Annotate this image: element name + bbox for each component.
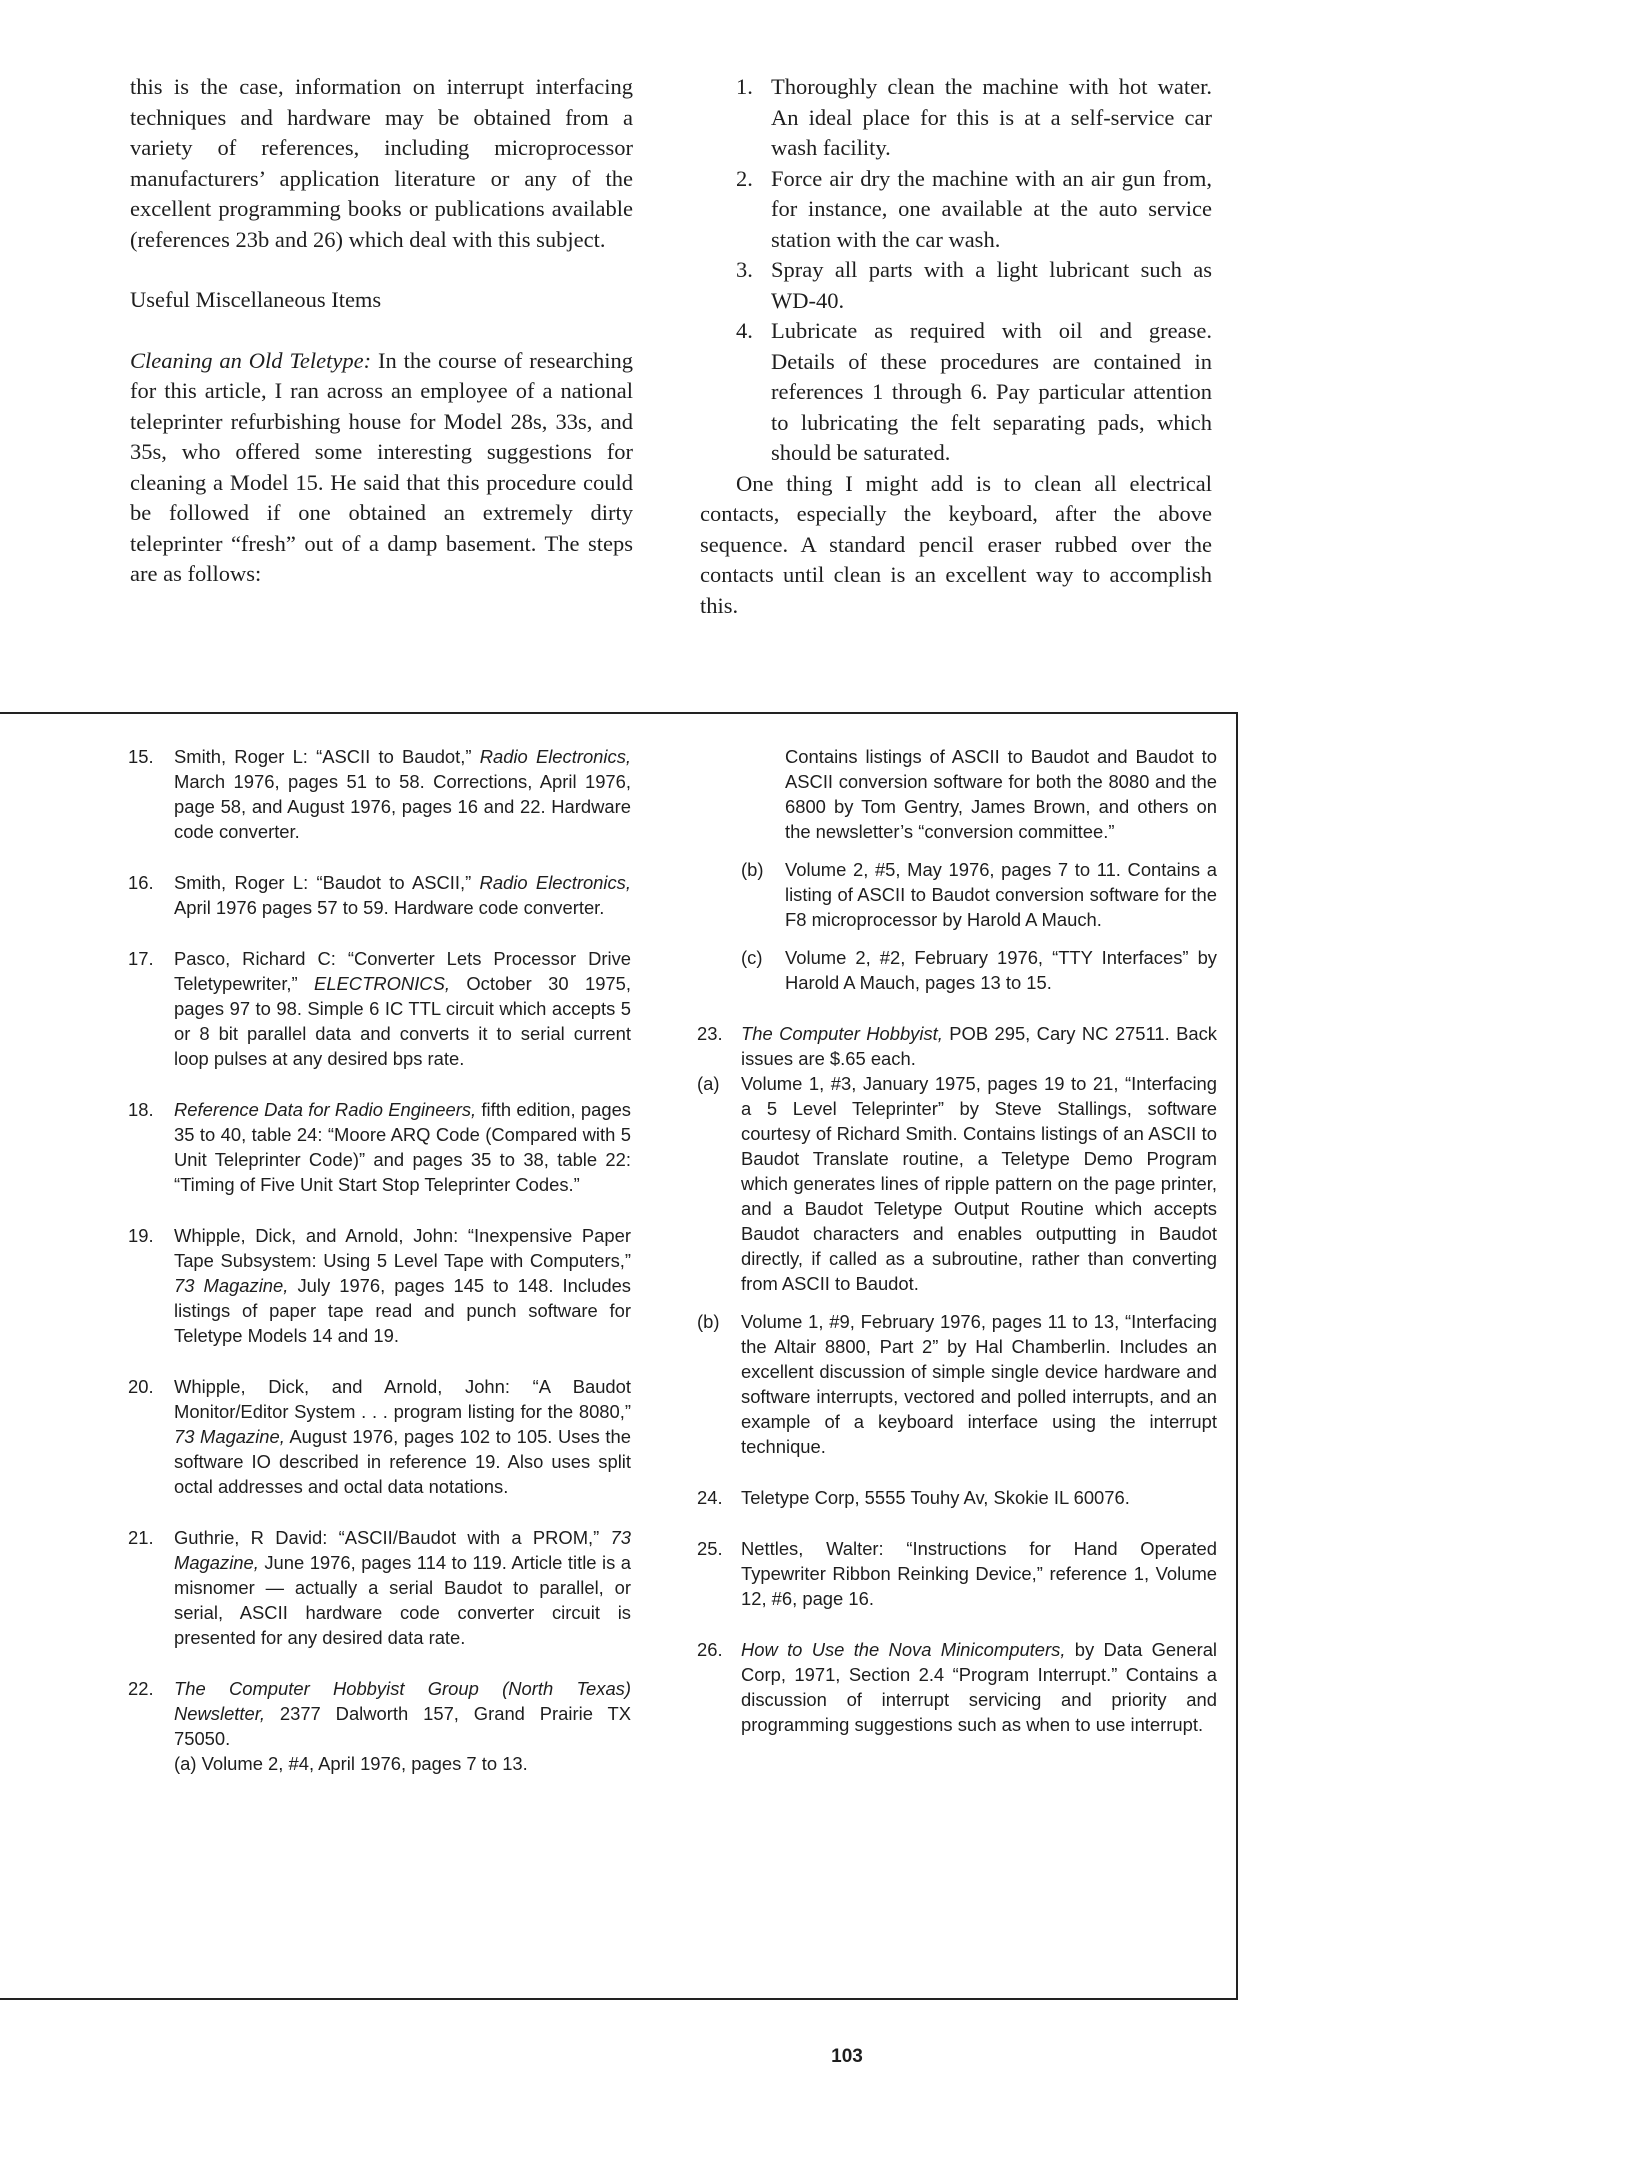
reference-text: Guthrie, R David: “ASCII/Baudot with a PROM,” (174, 1527, 611, 1548)
step-text: Lubricate as required with oil and grease. Details of these procedures are contained in references 1 through 6. Pay particular attention to lubricating the felt separating pads, which should be saturated. (771, 318, 1212, 465)
reference-18 (128, 1097, 631, 1197)
reference-number: 19. (128, 1225, 154, 1246)
step-item (700, 164, 1212, 256)
reference-italic: 73 Magazine, (174, 1426, 285, 1447)
reference-text: Pasco, Richard C: “Converter Lets Processor Drive Teletypewriter,” (174, 948, 631, 994)
reference-number: 24. (697, 1487, 723, 1508)
references-left-column (128, 744, 631, 1776)
closing-paragraph: One thing I might add is to clean all electrical contacts, especially the keyboard, after the above sequence. A standard pencil eraser rubbed over the contacts until clean is an excellent way to accomplish this. (700, 470, 1212, 618)
step-number: 4. (736, 318, 753, 343)
step-number: 2. (736, 165, 753, 191)
reference-text: by Data General Corp, 1971, Section 2.4 “Program Interrupt.” Contains a discussion of interrupt servicing and priority and programming suggestions such as when to use interrupt. (741, 1639, 1218, 1735)
sub-label: (a) (697, 1073, 720, 1094)
page-number: 103 (831, 2046, 863, 2067)
reference-number: 20. (128, 1376, 154, 1397)
reference-italic: Radio Electronics, (479, 746, 631, 767)
sub-text: Volume 1, #3, January 1975, pages 19 to 21, “Interfacing a 5 Level Teleprinter” by Steve Stallings, software courtesy of Richard Smith. Contains listings of an ASCII to Baudot Translate routine, a Teletype Demo Program which generates lines of ripple pattern on the page printer, and a Baudot Teletype Output Routine which accepts Baudot characters and enables outputting in Baudot directly, if called as a subroutine, rather than converting from ASCII to Baudot. (741, 1073, 1217, 1294)
reference-23b (697, 1309, 1217, 1459)
reference-text: August 1976, pages 102 to 105. Uses the software IO described in reference 19. Also uses split octal addresses and octal data notations. (174, 1426, 631, 1497)
step-text: Thoroughly clean the machine with hot water. An ideal place for this is at a self-service car wash facility. (771, 74, 1212, 160)
reference-number: 18. (128, 1099, 154, 1120)
reference-text: July 1976, pages 145 to 148. Includes listings of paper tape read and punch software for Teletype Models 14 and 19. (174, 1275, 631, 1346)
reference-italic: How to Use the Nova Minicomputers, (741, 1639, 1066, 1660)
sub-text: Volume 2, #5, May 1976, pages 7 to 11. Contains a listing of ASCII to Baudot conversion software for the F8 microprocessor by Harold A Mauch. (785, 859, 1217, 930)
reference-italic: 73 Magazine, (174, 1527, 631, 1573)
reference-italic: Radio Electronics, (479, 872, 631, 893)
reference-italic: ELECTRONICS, (314, 973, 450, 994)
reference-number: 23. (697, 1023, 723, 1044)
reference-text: Nettles, Walter: “Instructions for Hand Operated Typewriter Ribbon Reinking Device,” reference 1, Volume 12, #6, page 16. (741, 1538, 1217, 1609)
sub-label: (b) (697, 1311, 720, 1332)
step-text: Force air dry the machine with an air gun from, for instance, one available at the auto service station with the car wash. (771, 165, 1212, 252)
sub-text: Volume 2, #4, April 1976, pages 7 to 13. (201, 1753, 528, 1774)
reference-text: April 1976 pages 57 to 59. Hardware code converter. (174, 897, 605, 918)
reference-text: fifth edition, pages 35 to 40, table 24: “Moore ARQ Code (Compared with 5 Unit Teleprinter Code)” and pages 35 to 38, table 22: “Timing of Five Unit Start Stop Teleprinter Codes.” (174, 1099, 631, 1195)
reference-26 (697, 1637, 1217, 1737)
cleaning-steps (700, 72, 1212, 469)
step-item (700, 255, 1212, 316)
reference-number: 21. (128, 1527, 154, 1548)
reference-23 (697, 1021, 1217, 1459)
reference-22c (741, 945, 1217, 995)
article-right-column (700, 72, 1212, 621)
cleaning-text: In the course of researching for this article, I ran across an employee of a national teleprinter refurbishing house for Model 28s, 33s, and 35s, who offered some interesting suggestions for cleaning a Model 15. He said that this procedure could be followed if one obtained an extremely dirty teleprinter “fresh” out of a damp basement. The steps are as follows: (130, 347, 633, 586)
reference-number: 16. (128, 872, 154, 893)
reference-text: POB 295, Cary NC 27511. Back issues are $.65 each. (741, 1023, 1217, 1069)
reference-15 (128, 744, 631, 844)
reference-number: 15. (128, 746, 154, 767)
reference-19 (128, 1223, 631, 1348)
intro-paragraph: this is the case, information on interrupt interfacing techniques and hardware may be obtained from a variety of references, including microprocessor manufacturers’ application literature or any of the excellent programming books or publications available (references 23b and 26) which deal with this subject. (130, 74, 633, 252)
reference-text: Whipple, Dick, and Arnold, John: “A Baudot Monitor/Editor System . . . program listing for the 8080,” (174, 1376, 631, 1422)
sub-text: Volume 2, #2, February 1976, “TTY Interfaces” by Harold A Mauch, pages 13 to 15. (785, 947, 1217, 993)
reference-25 (697, 1536, 1217, 1611)
reference-number: 25. (697, 1538, 723, 1559)
reference-text: Smith, Roger L: “ASCII to Baudot,” (174, 746, 480, 767)
reference-text: June 1976, pages 114 to 119. Article title is a misnomer — actually a serial Baudot to parallel, or serial, ASCII hardware code converter circuit is presented for any desired data rate. (174, 1552, 631, 1648)
section-heading: Useful Miscellaneous Items (130, 287, 382, 312)
reference-22a-continued: Contains listings of ASCII to Baudot and Baudot to ASCII conversion software for both the 8080 and the 6800 by Tom Gentry, James Brown, and others on the newsletter’s “conversion committee.” (785, 746, 1217, 842)
step-number: 1. (736, 74, 753, 99)
sub-label: (a) (174, 1753, 197, 1774)
sub-label: (b) (741, 859, 764, 880)
reference-text: Smith, Roger L: “Baudot to ASCII,” (174, 872, 480, 893)
reference-text: March 1976, pages 51 to 58. Corrections, April 1976, page 58, and August 1976, pages 16 and 22. Hardware code converter. (174, 771, 631, 842)
step-text: Spray all parts with a light lubricant such as WD-40. (771, 257, 1212, 313)
references-right-column (697, 744, 1218, 1737)
cleaning-paragraph (130, 346, 633, 590)
reference-22b (741, 857, 1217, 932)
reference-text: Teletype Corp, 5555 Touhy Av, Skokie IL 60076. (741, 1487, 1130, 1508)
reference-20 (128, 1374, 631, 1499)
reference-22a (174, 1751, 631, 1776)
reference-23a (697, 1071, 1217, 1296)
sub-text: Volume 1, #9, February 1976, pages 11 to 13, “Interfacing the Altair 8800, Part 2” by Hal Chamberlin. Includes an excellent discussion of simple single device hardware and software interrupts, vectored and polled interrupts, and an example of a keyboard interface using the interrupt technique. (741, 1311, 1217, 1457)
reference-number: 22. (128, 1678, 154, 1699)
reference-number: 17. (128, 948, 154, 969)
cleaning-title: Cleaning an Old Teletype: (130, 347, 372, 373)
reference-24 (697, 1485, 1217, 1510)
step-item (700, 316, 1212, 469)
reference-text: 2377 Dalworth 157, Grand Prairie TX 75050. (174, 1703, 631, 1749)
reference-italic: The Computer Hobbyist, (741, 1023, 943, 1044)
step-item (700, 72, 1212, 164)
reference-22 (128, 1676, 631, 1776)
reference-16 (128, 870, 631, 920)
reference-number: 26. (697, 1639, 723, 1660)
reference-italic: Reference Data for Radio Engineers, (174, 1099, 477, 1120)
reference-text: October 30 1975, pages 97 to 98. Simple 6 IC TTL circuit which accepts 5 or 8 bit parallel data and converts it to serial current loop pulses at any desired bps rate. (174, 973, 631, 1069)
reference-italic: 73 Magazine, (174, 1275, 289, 1296)
sub-label: (c) (741, 947, 763, 968)
reference-17 (128, 946, 631, 1071)
reference-21 (128, 1525, 631, 1650)
reference-italic: The Computer Hobbyist Group (North Texas) Newsletter, (174, 1678, 631, 1724)
article-left-column (130, 72, 633, 590)
reference-text: Whipple, Dick, and Arnold, John: “Inexpensive Paper Tape Subsystem: Using 5 Level Tape with Computers,” (174, 1225, 631, 1271)
step-number: 3. (736, 257, 753, 282)
